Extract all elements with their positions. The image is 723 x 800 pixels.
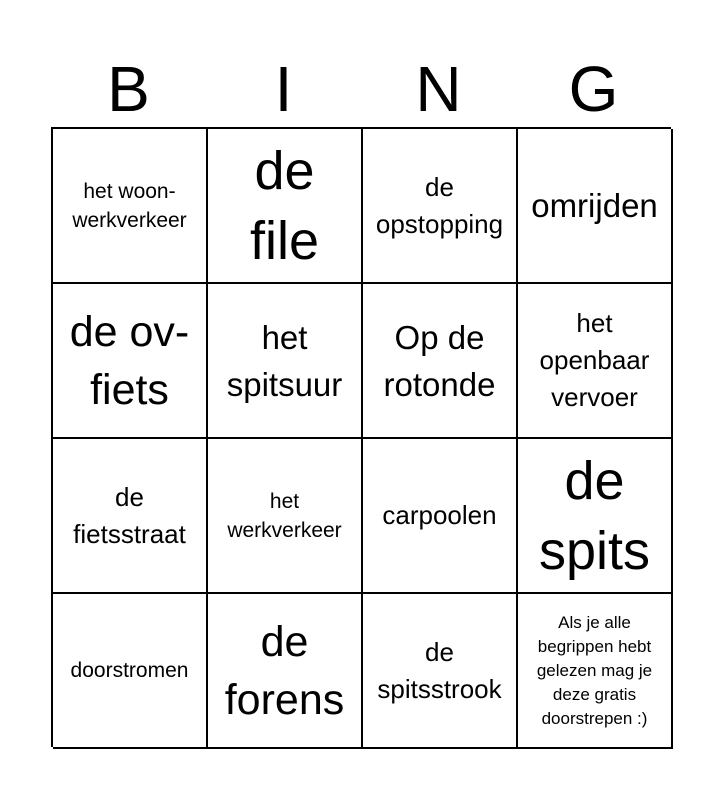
cell-text: het werkverkeer (227, 489, 342, 542)
bingo-cell[interactable] (53, 594, 208, 749)
bingo-cell[interactable] (363, 594, 518, 749)
bingo-cell[interactable] (208, 594, 363, 749)
header-letter-g: G (568, 53, 619, 125)
cell-text: de spitsstrook (377, 636, 502, 704)
bingo-cell[interactable] (518, 129, 673, 284)
header-letter-b: B (107, 53, 150, 125)
cell-text: het openbaar vervoer (539, 308, 650, 412)
cell-text: de forens (224, 617, 345, 724)
cell-text: carpoolen (382, 500, 497, 530)
cell-text: Als je alle begrippen hebt gelezen mag je deze gratis doorstrepen :) (536, 612, 653, 728)
header-letter-n: N (415, 53, 462, 125)
bingo-cell[interactable] (208, 129, 363, 284)
bingo-cell[interactable] (208, 439, 363, 594)
bingo-cell[interactable] (363, 129, 518, 284)
cell-text: Op de rotonde (383, 318, 496, 403)
bingo-header (51, 50, 671, 128)
bingo-cell[interactable] (518, 594, 673, 749)
cell-text: de ov-fiets (69, 307, 190, 414)
cell-text: omrijden (531, 187, 658, 224)
cell-text: de opstopping (375, 171, 504, 239)
cell-text: het woon-werkverkeer (72, 179, 187, 232)
cell-text: de fietsstraat (73, 481, 186, 549)
bingo-cell[interactable] (53, 129, 208, 284)
cell-text: doorstromen (70, 659, 189, 682)
bingo-cell[interactable] (53, 284, 208, 439)
bingo-cell[interactable] (518, 439, 673, 594)
bingo-cell[interactable] (518, 284, 673, 439)
bingo-cell[interactable] (363, 439, 518, 594)
bingo-cell[interactable] (208, 284, 363, 439)
header-letter-i: I (274, 53, 293, 125)
bingo-cell[interactable] (363, 284, 518, 439)
cell-text: de file (249, 140, 320, 271)
bingo-card-grid (51, 127, 671, 747)
bingo-cell[interactable] (53, 439, 208, 594)
cell-text: de spits (538, 450, 651, 581)
cell-text: het spitsuur (226, 318, 343, 403)
